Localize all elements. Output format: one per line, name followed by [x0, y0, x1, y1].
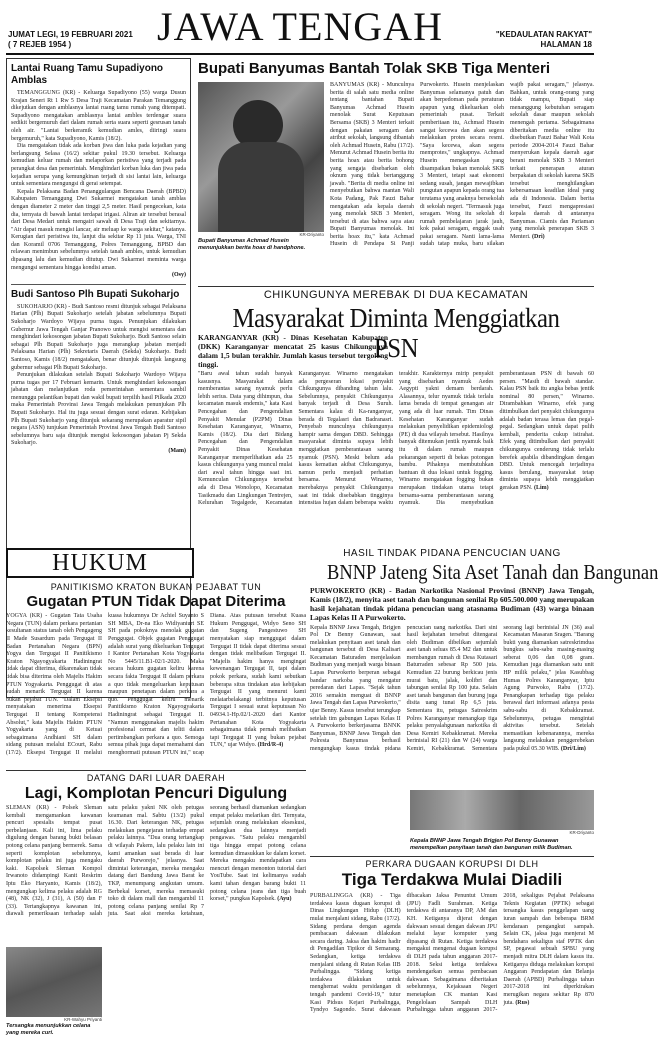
psn-lead: KARANGANYAR (KR) - Dinas Kesehatan Kabupaten (DKK) Karanganyar mencatat 25 kasus Chikungunya dalam 1,5 bulan terakhir. Jumlah kasus tersebut tergolong tinggi. [198, 333, 388, 369]
person-body [218, 142, 304, 232]
side2-signature: (Mam) [168, 448, 186, 455]
komplotan-story [6, 770, 306, 1046]
masthead-motto: "KEDAULATAN RAKYAT" [495, 30, 592, 39]
bnnp-photo [410, 790, 594, 830]
masthead-title: JAWA TENGAH [157, 4, 443, 49]
section-label-box [6, 548, 194, 578]
lead-photo-caption: Bupati Banyumas Achmad Husein menunjukkan berita hoax di handphone. [198, 237, 306, 251]
bnnp-headline: BNNP Jateng Sita Aset Tanah dan Bangunan [327, 559, 658, 584]
side2-body [11, 304, 186, 448]
side1-signature: (Osy) [172, 272, 186, 279]
komplotan-photo [6, 947, 102, 1017]
lead-signature: (Dri) [532, 233, 545, 240]
bnnp-text: Kepala BNNP Jawa Tengah, Brigjen Pol Dr Benny Gunawan, saat melakukan penyitaan aset tanah dan bangunan tersebut di Desa Kalisari Kecamatan Baturaden menjelaskan Budiman yang menjadi warga binaan Lapas Purwokerto berperan sebagai bandar narkoba yang mengatur peredaran dari Lapas. "Sejak tahun 2016 semakin menguat di BNNP Jawa Tengah dan Lapas Purwokerto," ujar Benny. Kasus tersebut terungkap setelah tim gabungan Lapas Kelas II A Purwokerto berkerjasama BNNK Banyumas, BNNP Jawa Tengah dan Polresta Banyumas berhasil mengungkap kasus tindak pidana pencucian uang narkotika. Dari sini hasil kejahatan tersebut ditengarai oleh Budiman dibelikan sejumlah aset tanah seluas 85.4 M2 dan untuk membangun rumah di Desa Kutasari Baturraden sebesar Rp 500 juta. Kemudian 22 burung berkicau jenis murai batu, jalak, kolibri dan tabungan senilai Rp 100 juta. Selain aset tanah bangunan dan burung juga disita uang tunai Rp 6,5 juta. Sementara itu, petugas Satreskrim Polres Karanganyar menangkap tiga pelaku penyalahgunaan narkotika di Desa Kemiri Kebakkramat. Mereka berinisial RI (21) dan W (24) warga Kemiri, Kebakkramat. Sementara seorang lagi berinisial JN (36) asal Kecamatan Masaran Sragen. "Barang bukti yang diamankan satreskrimdua bungkus sabu-sabu masing-masing seberat 0,06 dan 0,08 gram. Kemudian juga diamankan satu unit HP milik pelaku," jelas Kasubbag Humas Polres Karanganyar, Iptu Agung Purwoko, Rabu (17/2). Penangkapan terhadap tiga pelaku berawal dari informasi adanya pesta sabu-sabu di Kebakkramat. Sebelumnya, petugas mengintai aktivitas tersebut. Setelah memastikan kebenarannya, mereka langsung melakukan penggerebekan pada pukul 05.30 WIB. [310, 624, 594, 752]
komplotan-photo-block [6, 947, 102, 1043]
ptun-kicker: PANITIKISMO KRATON BUKAN PEJABAT TUN [50, 582, 262, 592]
dlh-body [310, 893, 594, 1043]
lead-photo-block [198, 82, 324, 251]
lead-photo [198, 82, 324, 232]
ptun-body [6, 613, 306, 771]
psn-body [198, 333, 594, 543]
komplotan-headline: Lagi, Komplotan Pencuri Digulung [24, 785, 288, 803]
bnnp-body [310, 625, 594, 775]
lead-headline: Bupati Banyumas Bantah Tolak SKB Tiga Menteri [198, 60, 551, 77]
komplotan-photo-caption: Tersangka menunjukkan celana yang mereka curi. [6, 1022, 91, 1036]
masthead-date: JUMAT LEGI, 19 FEBRUARI 2021 [8, 30, 133, 39]
komplotan-photo-credit: KR-Wahyu Priyanti [64, 1017, 102, 1022]
side1-paragraph: TEMANGGUNG (KR) - Keluarga Supadiyono (55) warga Dusun Krajan Seneri Rt 1 Rw 5 Desa Traji Kecamatan Parakan Temanggung dikejutkan dengan amblasnya lantai ruang tamu rumah yang ditempati. Supadiyono mengatakan amblasnya lantai ambles terdengar suara sedikit bergemuruh dari dalam rumah serta suara seperti gesrusan tanah oleh air. "Lantai berkeramik kemudian amles, diiringi suara bergemuruh," kata Supadiyono, Kamis (18/2). [11, 90, 186, 142]
lead-text: BANYUMAS (KR) - Munculnya berita di salah satu media online tentang bantahan Bupati Banyumas Achmad Husein menolak Surat Keputusan Bersama (SKB) 3 Menteri terkait dengan pakaian seragam dan atribut sekolah, langsung dibantah oleh Achmad Husein, Rabu (17/2). Menurut Achmad Husein berita itu berita hoax atau berita bohong yang sengaja disebarkan oleh oknum yang tidak bertanggung jawab. "Berita di media online ini menyebutkan bahwa mantan Wali Kota Padang, Pak Fauzi Bahar mengatakan ada kepala daerah yang menolak SKB 3 Menteri, tersebut di atas bahwa saya atau Bupati Banyumas menolak. Ini berita hoax itu," kata Achmad Husein di Pendapa Si Panji Purwokerto. Husein menjelaskan Banyumas selamanya patuh dan akan berpedoman pada peraturan apapun yang dikeluarkan oleh pemerintah pusat. Terkait pemberitaan itu, Achmad Husein sangat kecewa dan akan segera melakukan protes secara resmi. "Saya kecewa, akan segera memprotes," ungkapnya. Achmad Husein menegaskan yang disampaikan bukan menolak SKB 3 Menteri, tetapi saat ekonomi sedang susah, jangan mewajibkan pungutan apapun kepada orang tua terutama yang anaknya bersekolah di sekolah negeri. "Termasuk juga seragam. Wong itu sekolah di rumah pembelajaran jarak jauh, kok pakai seragam, enggak usah pakai seragam. Nanti lama-lama sudah tatap muka, baru silakan wajib pakai seragam," jelasnya. Bahkan, untuk orang-orang yang tidak mampu, Bupati siap menanggung kebutuhan seragam sekolah dasar maupun sekolah menengah pertama. Sebagaimana diberitakan media online itu disebutkan Fauzi Bahar Wali Kota periode 2004-2014 Fauzi Bahar menyerukan kepala daerah agar berani menolak SKB 3 Menteri terkait penerapan aturan berpakaian di sekolah karena SKB tersebut menghilangkan kebersamaan keadilan ideal yang ada di Indonesia. Dalam berita tersebut, Fauzi mengapresiasi kepala daerah di antaranya Banyumas. Ciamis dan Pariaman yang menolak penerapan SKB 3 Menteri. [330, 82, 594, 248]
masthead-rule [6, 53, 594, 55]
psn-story [198, 286, 594, 544]
ptun-text: YOGYA (KR) - Gugatan Tata Usaha Negara (TUN) dalam perkara pertanian kesultanan status tanah oleh Pengageng II Made Susardum pada Tergugat II Badan Pertanahan Negara (BPN) Yogya dan Tergugat II Panitikismo Kraton Ngayogyakarta Hadiningrat tidak dapat diterima, dikarenakan tidak tidak bisa diterima oleh Majelis Hakim PTUN Yogyakarta. Penggugat di atas sudah menarik Tergugat II karena bukan pejabat TUN. "Dalam Eksepsi menyatakan menerima Eksepsi Tergugat II tentang Kompetensi Absolut," kata Majelis Hakim PTUN Yogyakarta yang di Ketuai sebagaimana Andhiani SH dalam sidang putusan melalui ECourt, Rabu (17/2). Eksepsi Tergugat II melalui kuasa hukumnya Dr Achiel Suyanto S SH MBA, Dr-na Eko Widiyaniurt SE SH pada pokoknya menolak gugatan Penggugat. Objek gugatan Penggugat adalah surat yang dikeluarkan Tergugat I Kantor Pertanahan Kota Yogyakarta No 5445/11.B1-02/1-2020. Maka secara hukum gugatan keliru karena secara fakta Tergugat II dalam perkara a quo tidak mengeluarkan keputusan maupun penetapan dalam perkara a quo. Penggugat keliru menarik Panitikismo Kraton Ngayogyakarta Hadiningrat sebagai Tergugat II. "Namun menggunakan majelis hakim profesional cermat dan teliti dalam pertimbangkan perkara a quo. Semoga semua pihak juga dapat memahami dan menghormati putusan PTUN ini," ucap Diana. Atas putusan tersebut Kuasa Hukum Penggugat, Widyo Seno SH dan Sugeng Pangestuwo SH menyatakan siap menggugat dalam Tergugat II tidak dapat diterima sesuai dengan tidak melibatkan Tergugat II. "Majelis hakim hanya mengingat kewenangan Tergugat II, tapi dalam pokok perkara, sudah kami sebutkan beberapa situs tindakan atas kebijakan Tergugat II yang menurut kami melatarbelakangi terbitnya keputusan Tergugat I sesuai surat keputusan No 04934.1-Hp.02/1-2020 dari Kantor Pertanahan Kota Yogyakarta sebagaimana tidak pernah melibatkan tapi Tergugat II yang bukan pejabat TUN," ujar Widyo. [6, 613, 306, 756]
dlh-text: PURBALINGGA (KR) - Tiga terdakwa kasus dugaan korupsi di Dinas Lingkungan Hidup (DLH) mulai menjalani sidang, Rabu (17/2). Sidang perdana dengan agenda pembacaan dakwaan dilakukan secara daring. Jaksa dan hakim hadir di Pengadilan Tipikor di Semarang. Sedangkan, ketiga terdakwa menjalani sidang di Rutan Kelas IIB Purbalingga. "Sidang ketiga terdakwa dilakukan untuk menghemat waktu persidangan di tengah pandemi Covid-19," tutur Kasi Pidsus Kejari Purbalingga, Tyndyo Sagondo. Surat dakwaan dibacakan Jaksa Penuntut Umum (JPU) Fadli Surahman. Ketiga terdakwa di antaranya DP, AM dan KH. Ketiganya dijerat dengan dakwaan sesuai dengan dakwan JPU melalui layar komputer yang dipasang di Rutan. Ketiga terdakwa mengakui mengenai dugaan korupsi di DLH pada tahun anggaran 2017-2018. Seksi ketiga terdakwa mendengarkan semua pembacaan dakwaan. Sebagaimana diberitakan sebelumnya, Kejaksaan Negeri menetapkan CK mantan Kasi Pengelolaan Sampah DLH Purbalingga tahun anggaran 2017-2018, sekaligus Pejabat Pelaksana Teknis Kegiatan (PPTK) sebagai tersangka kasus penggelapan uang iuran sampah dan beberapa BRM kendaraan pengangkut sampah. Selain CK, jaksa juga menjerat M bendahara sekaligus staf PPTK dan SP, pegawai sebuah SPBU yang menjadi mitra DLH dalam kasus itu. Ketiganya diduga melakukan korupsi Anggaran Pendapatan dan Belanja Daerah (APBD) Purbalingga tahun 2017-2018 ini diperkirakan merugikan negara sekitar Rp 870 juta. [310, 893, 594, 1014]
dlh-headline: Tiga Terdakwa Mulai Diadili [341, 870, 563, 890]
lead-photo-credit: KR-Driyanto [299, 232, 324, 237]
ptun-headline: Gugatan PTUN Tidak Dapat Diterima [26, 593, 286, 611]
bnnp-kicker: HASIL TINDAK PIDANA PENCUCIAN UANG [343, 548, 561, 559]
ptun-story [6, 582, 306, 766]
masthead-page-number: HALAMAN 18 [540, 40, 592, 49]
divider [11, 284, 186, 285]
bnnp-lead: PURWOKERTO (KR) - Badan Narkotika Nasional Provinsi (BNNP) Jawa Tengah, Kamis (18/2), menyita aset tanah dan bangunan senilai Rp 605.500.000 yang merupakan hasil kejahatan tindak pidana pencucian uang atasnama Budiman (43) warga binaan Lapas Kelas II A Purwokerto. [310, 585, 594, 622]
bnnp-photo-caption: Kepala BNNP Jawa Tengah Brigjen Pol Benny Gunawan menempelkan penyitaan tanah dan bangunan milik Budiman. [410, 838, 573, 851]
masthead-right-block [496, 30, 592, 50]
psn-kicker: CHIKUNGUNYA MEREBAK DI DUA KECAMATAN [263, 289, 529, 301]
psn-signature: (Lim) [534, 484, 549, 491]
side1-headline: Lantai Ruang Tamu Supadiyono Amblas [11, 63, 164, 86]
side2-paragraph: SUKOHARJO (KR) - Budi Santoso resmi ditunjuk sebagai Pelaksana Harian (Plh) Bupati Sukoharjo setelah jabatan sebelumnya Bupati Sukoharjo Wardoyo Wijaya purna tugas. Penunjukan dilakukan Gubernur Jawa Tengah Ganjar Pranowo untuk mengisi sementara dan menghindari kekosongan jabatan Bupati Sukoharjo. Budi Santoso selain sebagai Plh Bupati Sukoharjo juga merangkap jabatan menjadi Pelaksana Harian (Plh) Sekretaris Daerah (Sekda) Sukoharjo. Budi Santoso, Kamis (18/2) mengatakan, benar ditunjuk ditunjuk langsung gubernur sebagai Plh Bupati Sukoharjo. [11, 303, 186, 371]
ptun-signature: (Hrd/R-4) [257, 742, 284, 749]
psn-text: "Baru awal tahun sudah banyak kasusnya. Masyarakat dalam memberantas sarang nyamuk perlu lebih serius. Data yang dihimpun, dua kecamatan masuk endemis," kata Kasi Pencegahan dan Pengendalian Penyakit Menular (P2PM) Dinas Kesehatan Karanganyar, Winarno, Kamis (18/2). Dia dari Bidang Pencegahan dan Pengendalian Penyakit Dinas Kesehatan Karanganyar memperlihatkan ada 25 kasus chikungunya yang muncul mulai dari awal tahun hingga saat ini. Kemunculan Chikungunya tersebut ada di Desa Wonolopo, Kecamatan Tasikmadu dan Lingkungan Tentrejen, Kelurahan Tegalgede, Kecamatan Karanganyar. Winarno mengatakan ada pergeseran lokasi penyakit Chikungunya dibanding tahun lalu. Sebelumnya, penyakit Chikungunya banyak terjadi di Desa Suruh. Sementara kalau di Ka-ranganyar, berada di Tegalasri dan Badranasri. Penyebab munculnya chikungunya hampir sama dengan DBD. Sehingga masyarakat diminta supaya lebih menggiatkan pemberantasan sarang nyamuk (PSN). Meski belum ada kasus kematian akibat Chikungunya, namun perlu menjadi perhatian bersama. Menurut Winarno, merebaknya penyakit Chikungunya saat ini tidak disebabkan tingginya intensitas hujan dalam beberapa waktu terakhir. Karakternya mirip penyakit yang disebarkan nyamuk Aedes Aegypti yakni demam berdarah. Alasannya, telur nyamuk tidak terlalu lama berada di tempat genangan air yang ada di luar rumah. Tim Dinas Kesehatan Karanganyar sudah melakukan penyelidikan epidemiologi (PE) di dua wilayah tersebut. Hasilnya banyak ditemukan jentik nyamuk baik itu di dalam rumah maupun pekarangan seperti di bekas potongan bambu. Pihaknya membutuhkan bantuan di dua lokasi untuk fogging. Winarno mengatakan fogging bukan merupakan tindakan utama tetapi bersama-sama pemberantasan sarang nyamuk. Dia menyebutkan pemberantasan PSN di bawah 60 persen. "Masih di bawah standar. Kalau PSN baik itu angka bebas jentik nominal 80 persen," Winarno. Dirambahkan Winarno, efek yang ditimbulkan dari penyakit chikungunya adalah badan terasa lemas dan pegal-pegal. Sedangkan untuk dapat pulih kembali, penderita cukup istirahat. Efek yang ditimbulkan dari penyakit chikungunya cenderung tidak terlalu berefek apabila dibandingkan dengan DBD. Untuk mencegah terjadinya kasus berulang, masyarakat tetap diminta supaya lebih menggiatkan gerakan PSN. [198, 371, 594, 507]
masthead [0, 0, 600, 60]
side2-paragraph: Penunjukan dilakukan setelah Bupati Sukoharjo Wardoyo Wijaya purna tugas per 17 Februari kemarin. Untuk menghindari kekosongan jabatan dan melanjutkan roda pemerintahan sementara sambil menunggu pelantikan bupati dan wakil bupati terpilih hasil Pilkada 2020 maka Pemerintah Provinsi Jawa Tengah melakukan penunjukan Plh Bupati Sukoharjo. Hal itu juga sesuai dengan surat edaran. Kebijakan Plh Bupati Sukoharjo yang ditunjuk sekarang merupakan aparatur sipil negara (ASN) tunjukan Pemerintah Provinsi Jawa Tengah Budi Santoso sebelumnya baru saja ditunjuk mengisi kekosongan jabatan Pj Sekda Sukoharjo. [11, 372, 186, 447]
dlh-story [310, 856, 594, 1046]
side1-paragraph: Kepala Pelaksana Badan Penanggulangan Bencana Daerah (BPBD) Kabupaten Temanggung Dwi Sukarmei mengatakan tanah amblas dengan diameter 2 meter dan tinggi 2,5 meter. Hasil pengecekan, kata dia, ternyata di bawah lantai terdapat irigasi. Aliran air tersebut berasal dari Desa Medari untuk mengairi sawah di Desa Traji dan sekitarnya. "Air dapat masuk mengisi lancar, air meluap ke warga sekitar," katanya. Kerugian dari peristiwa itu, lanjut dia sekitar Rp 11 juta. Warga, TNI dan Koramil 0706 Temanggung, Polres Temanggung, BPBD dan relawan menimbun sebelumnya setelah tanah ambles, untuk kemudian dipasang lalu dan kemudian ditutup. Dwi Sukarmei meminta warga mengungsi sementara hingga kondisi aman. [11, 188, 186, 271]
bnnp-signature: (Dri/Lim) [560, 746, 586, 752]
bnnp-photo-credit: KR-Driyanto [569, 830, 594, 835]
lead-body [330, 82, 594, 280]
dlh-kicker: PERKARA DUGAAN KORUPSI DI DLH [365, 859, 539, 869]
dlh-signature: (Rus) [515, 999, 530, 1006]
side2-headline: Budi Santoso Plh Bupati Sukoharjo [11, 288, 180, 300]
section-label: HUKUM [52, 550, 148, 576]
masthead-rejeb: ( 7 REJEB 1954 ) [8, 40, 72, 49]
side1-body [11, 90, 186, 272]
komplotan-signature: (Ayu) [277, 896, 292, 903]
lead-story [198, 60, 594, 282]
psn-headline: Masyarakat Diminta Menggiatkan PSN [232, 302, 560, 363]
side1-paragraph: Dia mengatakan tidak ada korban jiwa dan luka pada kejadian yang berlangsung Selasa (16/2) sekitar pukul 19.30 tersebut. Keluarga kemudian keluar rumah dan melaporkan peristiwa yang terjadi pada perangkat desa dan pemerintah. Menghindari korban luka dan jiwa pada kejadian serupa yang kemungkinan terjadi di sisi lantai lain, keluarga untuk sementara mengungsi di gerai setempat. [11, 143, 186, 188]
komplotan-kicker: DATANG DARI LUAR DAERAH [86, 773, 226, 783]
komplotan-text: SLEMAN (KR) - Polsek Sleman kembali mengamankan kawanan pencuri spesialis tempat pusat perbelanjaan. Kali ini, lima pelaku digulung dengan barang bukti belasan potong celana panjang bermerek. Sama seperti komplotan sebelumnya, komplotan pelaku ini juga mengaku kaki. Kapolsek Sleman Kompol Irwanoto didampingi Kanit Reskrim Iptu Eko Haryanto, Kamis (18/2), mengungkap kelima pelaku adalah RG (48), NK (32), J (31), A (50) dan F (33). Tertangkapnya kawanan ini, diawali pemeriksaan terhadap salah satu pelaku yakni NK oleh petugas keamanan mal. Sabtu (13/2) pukul 16.30. Dari keterangan NK, petugas melakukan pengejaran terhadap empat pelaku lainnya. "Dua orang tertangkap di wilayah Pakem, lalu pelaku lain ini kami amankan saat berada di luar daerah Purworejo," jelasnya. Saat dimintai keterangan, mereka mengaku datang dari Bandung Jawa Barat ke TKP, menumpang angkutan umum. Berbekal korset, mereka memasuki toko di dalam mall dan mengambil 11 potong celana panjang senilai Rp 7 juta. Saat aksi mereka ketahuan, seorang berhasil diamankan sedangkan empat pelaku melarikan diri. Ternyata, sejumlah orang melakukan ekseskusi, sedangkan dua lainnya menjadi pengawas. "Satu pelaku mengambil tiga hingga empat potong celana kemudian dimasukkan ke dalam korset. Mereka mengaku mendapatkan cara mencuri dengan menonton tutorial dari YouTube. Saat ini kelimanya sudah kami tahan dengan barang bukti 11 potong celana jeans dan tiga buah korset," pungkas Kapolsek. [6, 805, 306, 918]
